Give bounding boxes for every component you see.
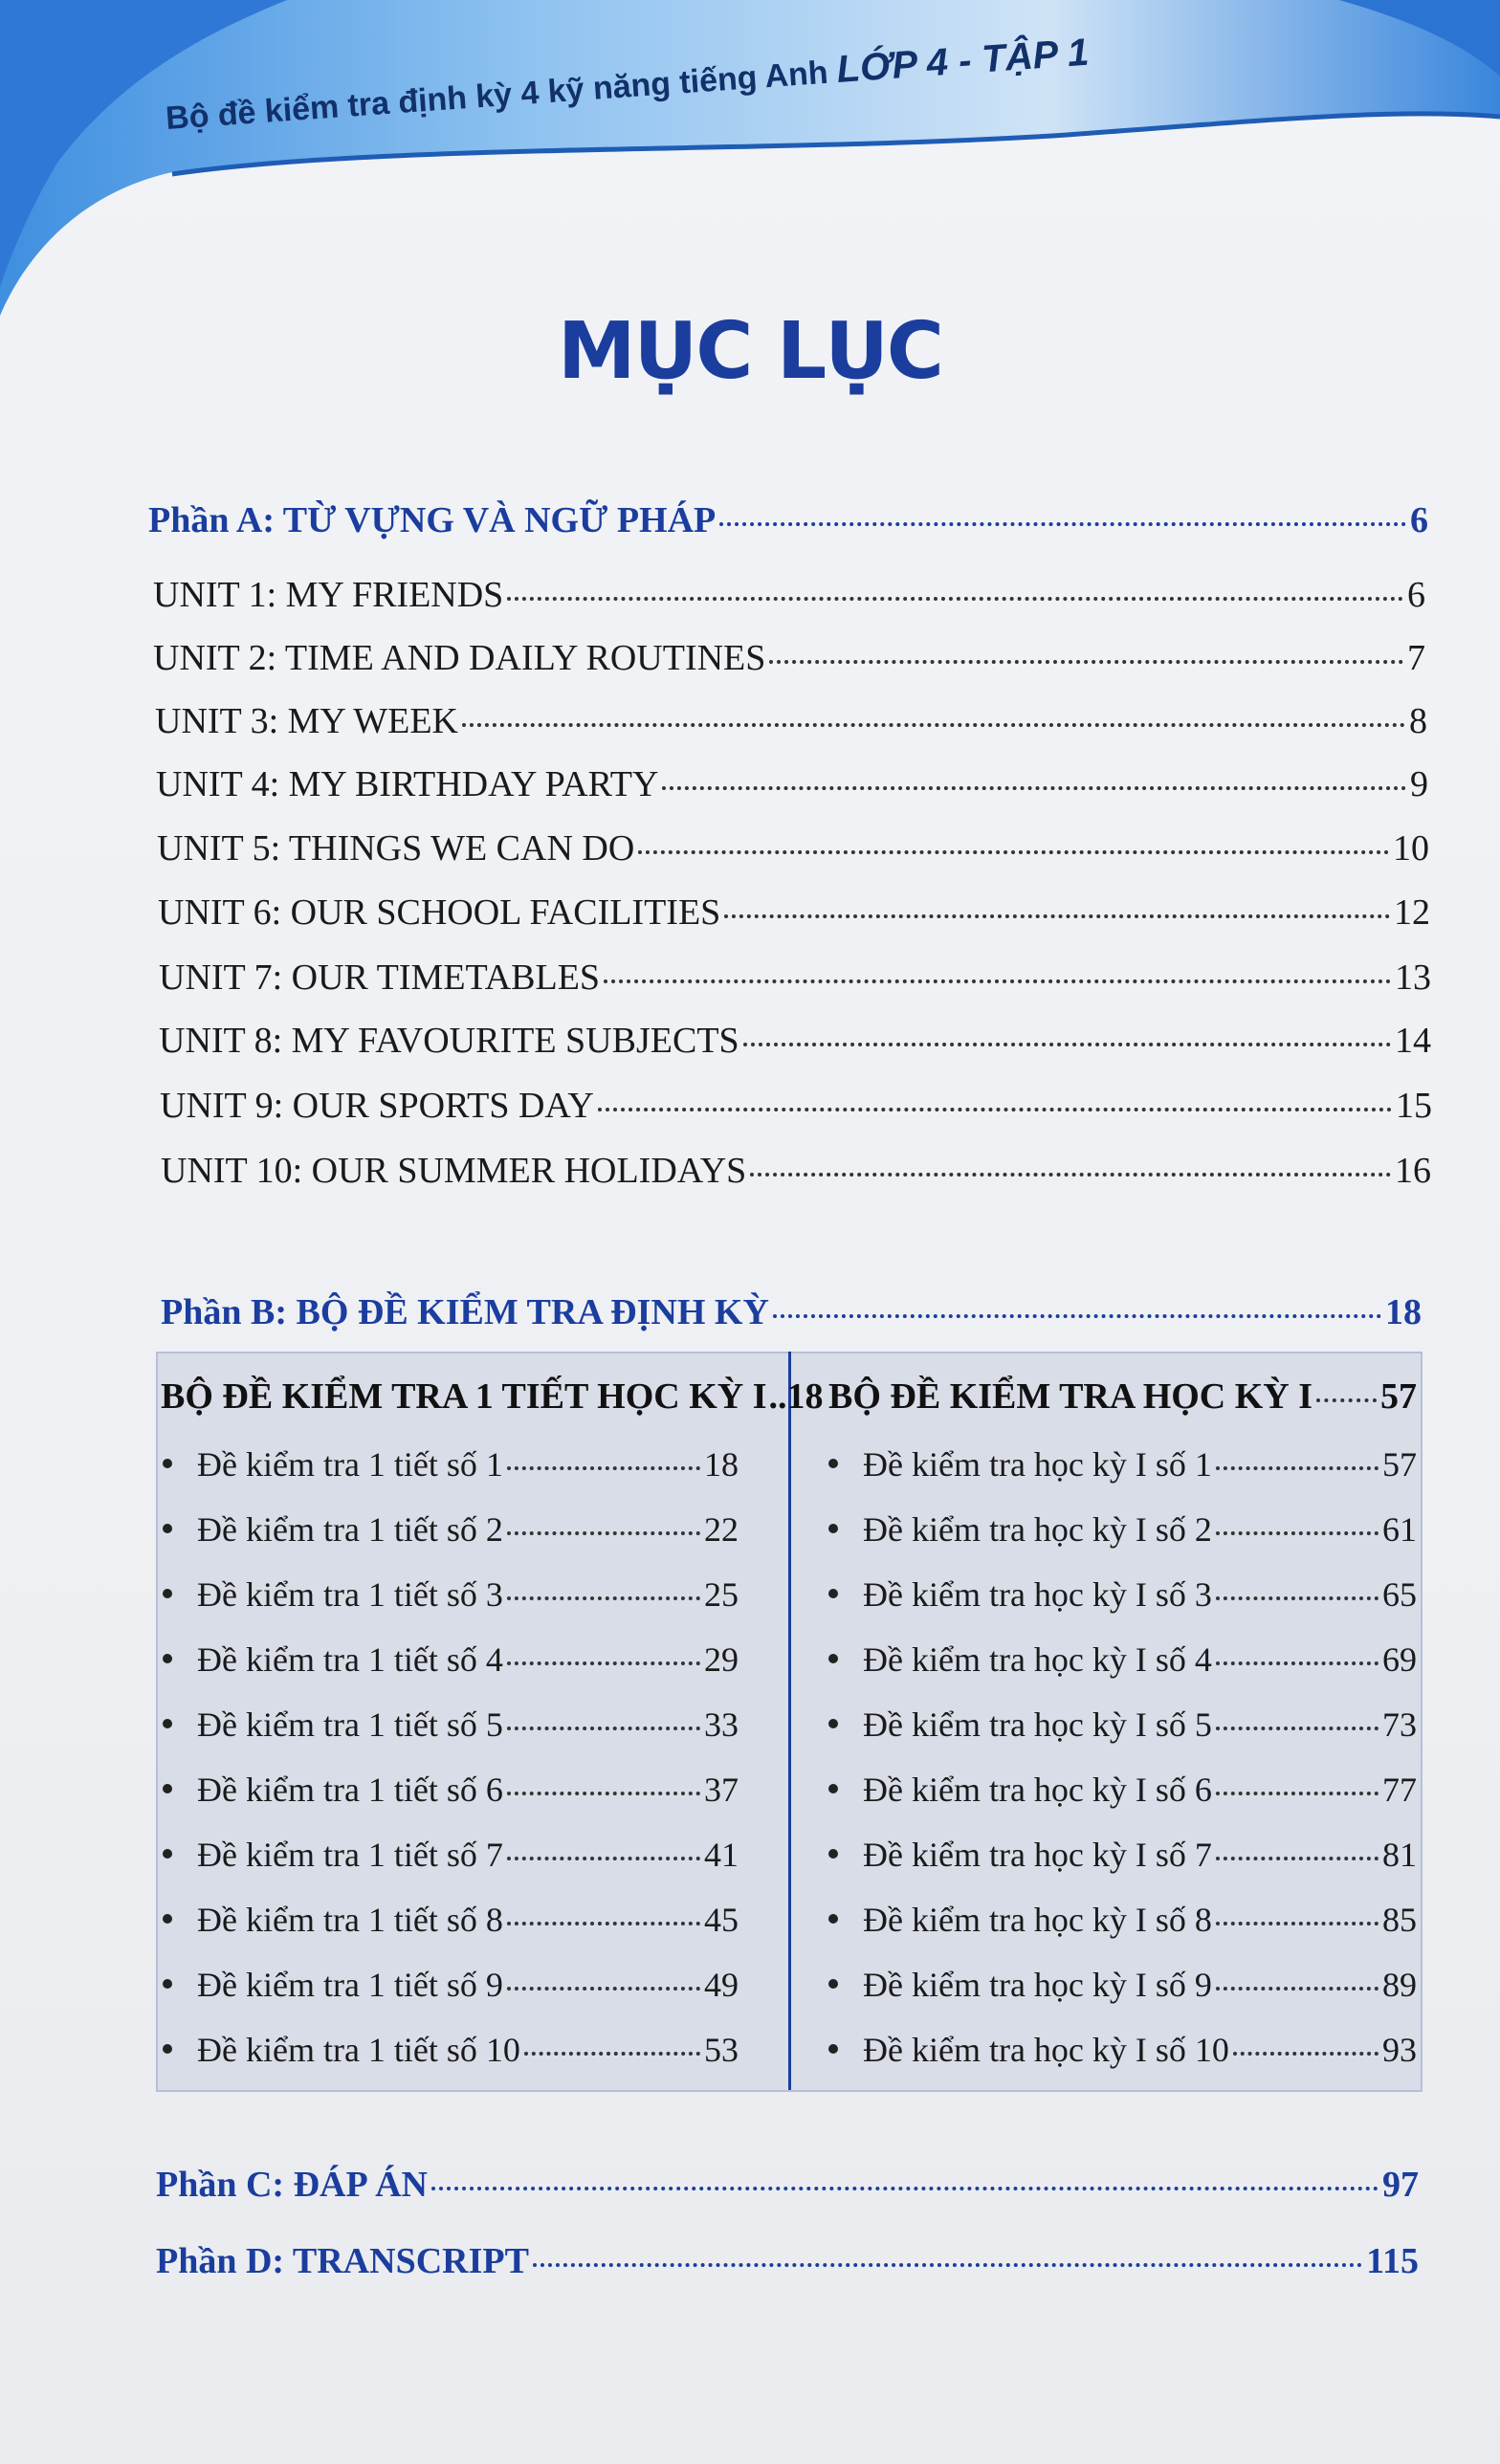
- bullet-icon: [828, 1914, 838, 1924]
- left-exam-entry: [163, 1705, 739, 1745]
- toc-unit-entry: [158, 891, 1430, 934]
- dot-leader: [1216, 1857, 1379, 1860]
- left-exam-entry: [163, 1835, 739, 1875]
- toc-page-number: 57: [1380, 1376, 1417, 1417]
- right-column-heading: [828, 1375, 1417, 1418]
- column-divider: [788, 1352, 791, 2090]
- dot-leader: [750, 1173, 1391, 1177]
- toc-unit-entry: [161, 1150, 1431, 1192]
- dot-leader: [524, 2052, 700, 2056]
- left-exam-entry: [163, 1444, 739, 1485]
- toc-page-number: 16: [1395, 1151, 1431, 1191]
- left-exam-entry: [163, 1900, 739, 1940]
- exam-label: Đề kiểm tra học kỳ I số 10: [863, 2031, 1229, 2069]
- right-exam-entry: [828, 1965, 1417, 2005]
- unit-label: UNIT 7: OUR TIMETABLES: [159, 957, 601, 998]
- exam-label: Đề kiểm tra học kỳ I số 5: [863, 1705, 1212, 1744]
- toc-page-number: 49: [704, 1966, 739, 2004]
- toc-page-number: 93: [1382, 2031, 1417, 2069]
- dot-leader: [507, 1922, 700, 1925]
- exam-label: Đề kiểm tra học kỳ I số 2: [863, 1510, 1212, 1549]
- toc-part-label: Phần B: BỘ ĐỀ KIỂM TRA ĐỊNH KỲ: [161, 1292, 769, 1332]
- exam-label: Đề kiểm tra học kỳ I số 1: [863, 1445, 1212, 1484]
- toc-page-number: 33: [704, 1705, 739, 1744]
- right-exam-entry: [828, 2030, 1417, 2070]
- dot-leader: [507, 1727, 700, 1730]
- dot-leader: [431, 2187, 1379, 2190]
- bullet-icon: [828, 1654, 838, 1663]
- dot-leader: [507, 1792, 700, 1795]
- toc-unit-entry: [153, 574, 1425, 616]
- exam-label: Đề kiểm tra 1 tiết số 8: [197, 1901, 503, 1939]
- toc-part-label: Phần D: TRANSCRIPT: [156, 2241, 529, 2281]
- bullet-icon: [828, 1589, 838, 1598]
- toc-page-number: 65: [1382, 1575, 1417, 1614]
- exam-label: Đề kiểm tra học kỳ I số 4: [863, 1640, 1212, 1679]
- exam-label: Đề kiểm tra học kỳ I số 9: [863, 1966, 1212, 2004]
- right-exam-entry: [828, 1444, 1417, 1485]
- unit-label: UNIT 1: MY FRIENDS: [153, 575, 504, 615]
- toc-page-number: 8: [1409, 701, 1427, 741]
- dot-leader: [507, 597, 1403, 601]
- exam-label: Đề kiểm tra học kỳ I số 8: [863, 1901, 1212, 1939]
- bullet-icon: [163, 1589, 172, 1598]
- column-heading-label: BỘ ĐỀ KIỂM TRA 1 TIẾT HỌC KỲ I: [161, 1376, 767, 1417]
- toc-unit-entry: [159, 1020, 1431, 1062]
- toc-page-number: 77: [1382, 1771, 1417, 1809]
- left-column-heading: [161, 1375, 824, 1418]
- right-exam-entry: [828, 1639, 1417, 1680]
- left-exam-entry: [163, 1574, 739, 1615]
- toc-page-number: 61: [1382, 1510, 1417, 1549]
- toc-page-number: 10: [1393, 828, 1429, 869]
- dot-leader: [662, 786, 1406, 790]
- toc-page-number: 7: [1407, 638, 1425, 678]
- bullet-icon: [163, 1914, 172, 1924]
- dot-leader: [1216, 1922, 1379, 1925]
- series-name: Bộ đề kiểm tra định kỳ 4 kỹ năng tiếng Anh: [164, 54, 829, 138]
- toc-page-number: 89: [1382, 1966, 1417, 2004]
- exam-label: Đề kiểm tra 1 tiết số 2: [197, 1510, 503, 1549]
- unit-label: UNIT 10: OUR SUMMER HOLIDAYS: [161, 1151, 747, 1191]
- dot-leader: [1233, 2052, 1379, 2056]
- toc-page-number: 45: [704, 1901, 739, 1939]
- bullet-icon: [163, 1784, 172, 1793]
- right-exam-entry: [828, 1574, 1417, 1615]
- toc-page-number: 81: [1382, 1836, 1417, 1874]
- exam-label: Đề kiểm tra 1 tiết số 4: [197, 1640, 503, 1679]
- bullet-icon: [163, 1979, 172, 1989]
- toc-page-number: 18: [704, 1445, 739, 1484]
- toc-page-number: 85: [1382, 1901, 1417, 1939]
- toc-part-a: [148, 499, 1428, 541]
- toc-unit-entry: [155, 700, 1427, 742]
- bullet-icon: [828, 1849, 838, 1859]
- toc-page-number: 97: [1382, 2165, 1419, 2205]
- exam-label: Đề kiểm tra 1 tiết số 10: [197, 2031, 520, 2069]
- dot-leader: [724, 914, 1390, 918]
- toc-part-c: [156, 2164, 1419, 2206]
- dot-leader: [533, 2263, 1362, 2267]
- toc-page-number: 25: [704, 1575, 739, 1614]
- toc-unit-entry: [153, 637, 1425, 679]
- exam-label: Đề kiểm tra 1 tiết số 6: [197, 1771, 503, 1809]
- dot-leader: [507, 1987, 700, 1991]
- unit-label: UNIT 5: THINGS WE CAN DO: [157, 828, 635, 869]
- dot-leader: [1216, 1727, 1379, 1730]
- dot-leader: [598, 1108, 1392, 1111]
- right-exam-entry: [828, 1770, 1417, 1810]
- dot-leader: [604, 979, 1391, 983]
- right-exam-entry: [828, 1900, 1417, 1940]
- series-volume: LỚP 4 - TẬP 1: [835, 31, 1091, 91]
- toc-page-number: 6: [1407, 575, 1425, 615]
- dot-leader: [1216, 1596, 1379, 1600]
- toc-page-number: 9: [1410, 764, 1428, 804]
- right-exam-entry: [828, 1835, 1417, 1875]
- toc-page-number: 22: [704, 1510, 739, 1549]
- toc-unit-entry: [160, 1085, 1432, 1127]
- toc-page-number: 53: [704, 2031, 739, 2069]
- unit-label: UNIT 8: MY FAVOURITE SUBJECTS: [159, 1021, 739, 1061]
- dot-leader: [1216, 1987, 1379, 1991]
- toc-page-number: 18: [1385, 1292, 1422, 1332]
- bullet-icon: [163, 1524, 172, 1533]
- toc-page-number: 37: [704, 1771, 739, 1809]
- page-title: MỤC LỤC: [558, 306, 942, 397]
- toc-part-d: [156, 2240, 1419, 2282]
- dot-leader: [773, 1314, 1381, 1318]
- right-exam-entry: [828, 1509, 1417, 1550]
- bullet-icon: [163, 1719, 172, 1728]
- toc-part-b: [161, 1291, 1422, 1333]
- unit-label: UNIT 9: OUR SPORTS DAY: [160, 1086, 594, 1126]
- toc-unit-entry: [156, 763, 1428, 805]
- exam-label: Đề kiểm tra 1 tiết số 1: [197, 1445, 503, 1484]
- dot-leader: [719, 522, 1406, 526]
- dot-leader: [507, 1531, 700, 1535]
- toc-page-number: 15: [1396, 1086, 1432, 1126]
- exam-label: Đề kiểm tra 1 tiết số 7: [197, 1836, 503, 1874]
- dot-leader: [507, 1661, 700, 1665]
- toc-page-number: 6: [1410, 500, 1428, 540]
- dot-leader: [1216, 1466, 1379, 1470]
- exam-label: Đề kiểm tra học kỳ I số 6: [863, 1771, 1212, 1809]
- dot-leader: [507, 1596, 700, 1600]
- bullet-icon: [828, 1719, 838, 1728]
- exam-label: Đề kiểm tra học kỳ I số 7: [863, 1836, 1212, 1874]
- exam-label: Đề kiểm tra 1 tiết số 3: [197, 1575, 503, 1614]
- unit-label: UNIT 4: MY BIRTHDAY PARTY: [156, 764, 659, 804]
- column-heading-label: BỘ ĐỀ KIỂM TRA HỌC KỲ I: [828, 1376, 1313, 1417]
- dot-leader: [507, 1857, 700, 1860]
- dot-leader: [1216, 1661, 1379, 1665]
- dot-leader: [1216, 1531, 1379, 1535]
- left-exam-entry: [163, 1770, 739, 1810]
- bullet-icon: [828, 1459, 838, 1468]
- dot-leader: [462, 723, 1405, 727]
- bullet-icon: [828, 1979, 838, 1989]
- dot-leader: [1216, 1792, 1379, 1795]
- toc-page-number: 41: [704, 1836, 739, 1874]
- toc-page-number: 29: [704, 1640, 739, 1679]
- bullet-icon: [828, 1784, 838, 1793]
- unit-label: UNIT 2: TIME AND DAILY ROUTINES: [153, 638, 766, 678]
- toc-page-number: 14: [1395, 1021, 1431, 1061]
- bullet-icon: [163, 1654, 172, 1663]
- toc-page-number: ..18: [768, 1376, 824, 1417]
- exam-label: Đề kiểm tra 1 tiết số 9: [197, 1966, 503, 2004]
- unit-label: UNIT 3: MY WEEK: [155, 701, 458, 741]
- dot-leader: [507, 1466, 700, 1470]
- toc-page-number: 13: [1395, 957, 1431, 998]
- heading-page-value: 18: [786, 1376, 824, 1417]
- toc-part-label: Phần A: TỪ VỰNG VÀ NGỮ PHÁP: [148, 500, 717, 540]
- toc-page-number: 12: [1394, 892, 1430, 933]
- bullet-icon: [163, 1459, 172, 1468]
- toc-page-number: 69: [1382, 1640, 1417, 1679]
- dot-leader: [769, 660, 1403, 664]
- left-exam-entry: [163, 1639, 739, 1680]
- left-exam-entry: [163, 2030, 739, 2070]
- bullet-icon: [828, 2044, 838, 2054]
- unit-label: UNIT 6: OUR SCHOOL FACILITIES: [158, 892, 721, 933]
- left-exam-entry: [163, 1965, 739, 2005]
- left-exam-entry: [163, 1509, 739, 1550]
- toc-page-number: 115: [1366, 2241, 1419, 2281]
- dot-leader: [1316, 1398, 1377, 1402]
- dot-leader: [743, 1043, 1391, 1046]
- toc-unit-entry: [159, 957, 1431, 999]
- toc-unit-entry: [157, 827, 1429, 869]
- toc-page-number: 73: [1382, 1705, 1417, 1744]
- toc-part-label: Phần C: ĐÁP ÁN: [156, 2165, 428, 2205]
- exam-label: Đề kiểm tra 1 tiết số 5: [197, 1705, 503, 1744]
- bullet-icon: [163, 2044, 172, 2054]
- bullet-icon: [828, 1524, 838, 1533]
- toc-page-number: 57: [1382, 1445, 1417, 1484]
- right-exam-entry: [828, 1705, 1417, 1745]
- bullet-icon: [163, 1849, 172, 1859]
- exam-label: Đề kiểm tra học kỳ I số 3: [863, 1575, 1212, 1614]
- dot-leader: [638, 850, 1389, 854]
